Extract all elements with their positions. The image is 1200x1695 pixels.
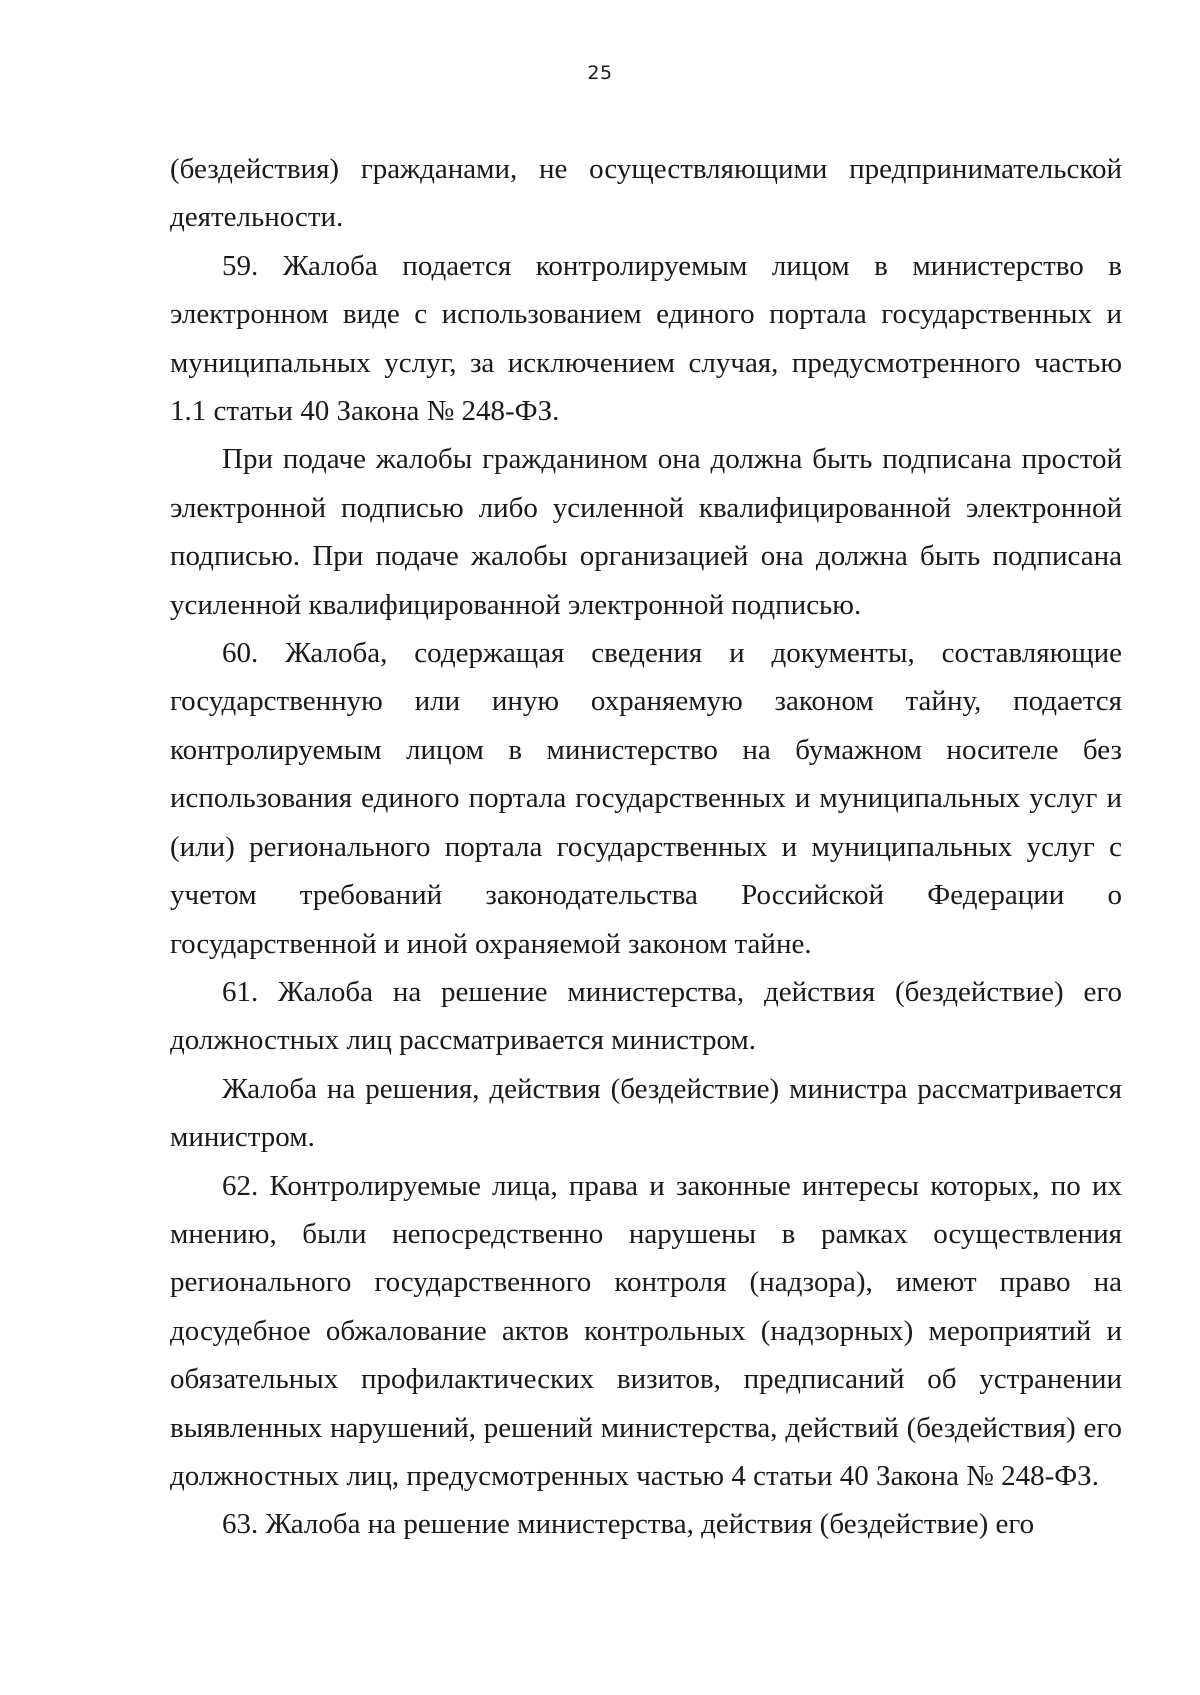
paragraph-59-signature: При подаче жалобы гражданином она должна быть подписана простой электронной подписью либо усиленной квалифицированной электронной подписью. При подаче жалобы организацией она должна быть подписана усиленной квалифицированной электронной подписью. bbox=[170, 443, 1122, 621]
paragraph-continuation: (бездействия) гражданами, не осуществляющими предпринимательской деятельности. bbox=[170, 153, 1122, 234]
document-body bbox=[170, 145, 1122, 1549]
paragraph-60: 60. Жалоба, содержащая сведения и документы, составляющие государственную или иную охраняемую законом тайну, подается контролируемым лицом в министерство на бумажном носителе без использования единого портала государственных и муниципальных услуг и (или) регионального портала государственных и муниципальных услуг с учетом требований законодательства Российской Федерации о государственной и иной охраняемой законом тайне. bbox=[170, 637, 1122, 960]
paragraph-59: 59. Жалоба подается контролируемым лицом в министерство в электронном виде с использованием единого портала государственных и муниципальных услуг, за исключением случая, предусмотренного частью 1.1 статьи 40 Закона № 248-ФЗ. bbox=[170, 249, 1122, 428]
paragraph-62: 62. Контролируемые лица, права и законные интересы которых, по их мнению, были непосредственно нарушены в рамках осуществления регионального государственного контроля (надзора), имеют право на досудебное обжалование актов контрольных (надзорных) мероприятий и обязательных профилактических визитов, предписаний об устранении выявленных нарушений, решений министерства, действий (бездействия) его должностных лиц, предусмотренных частью 4 статьи 40 Закона № 248-ФЗ. bbox=[170, 1169, 1122, 1492]
paragraph-61-minister: Жалоба на решения, действия (бездействие) министра рассматривается министром. bbox=[170, 1072, 1122, 1154]
page-number: 25 bbox=[587, 62, 613, 84]
paragraph-63: 63. Жалоба на решение министерства, действия (бездействие) его bbox=[222, 1508, 1035, 1541]
paragraph-61: 61. Жалоба на решение министерства, действия (бездействие) его должностных лиц рассматривается министром. bbox=[170, 975, 1122, 1057]
